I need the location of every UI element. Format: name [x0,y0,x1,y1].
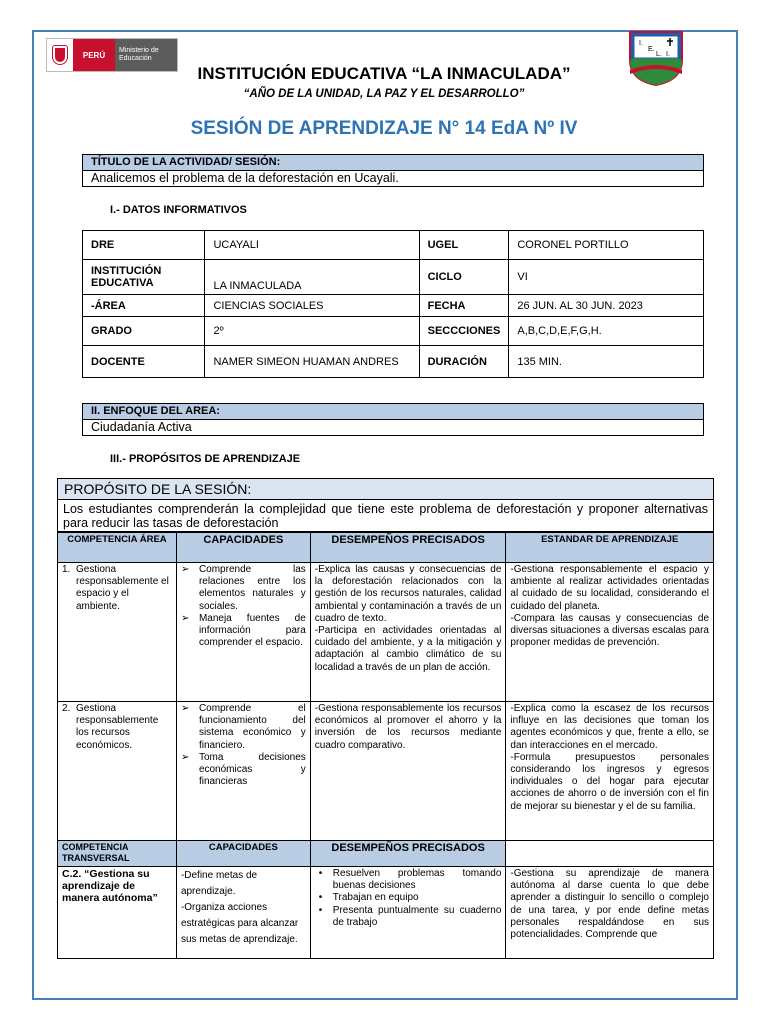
datos-label: DRE [83,231,205,260]
capacidades-cell [176,867,310,959]
col-header-estandar: ESTANDAR DE APRENDIZAJE [506,533,714,563]
desempeno-item: • Trabajan en equipo [315,892,502,904]
propositos-block [57,478,714,959]
proposito-text: Los estudiantes comprenderán la complejidad que tiene este problema de deforestación y proponer alternativas para reducir las tasas de deforestación [57,500,714,532]
capacidad-item: ➢ Comprende las relaciones entre los elementos naturales y sociales. [181,564,306,613]
competencia-text: Gestiona responsablemente los recursos económicos. [76,703,159,751]
desempenos-cell [310,867,506,959]
desempeno-item: • Resuelven problemas tomando buenas decisiones [315,868,502,892]
row-number: 2. [62,703,71,714]
capacidades-cell [176,563,310,702]
transversal-competencia: C.2. “Gestiona su aprendizaje de manera autónoma” [58,867,177,959]
institution-title: INSTITUCIÓN EDUCATIVA “LA INMACULADA” [197,64,571,83]
datos-value: 135 MIN. [509,346,704,378]
datos-label: -ÁREA [83,295,205,317]
datos-row [83,231,704,260]
desempeno-item: -Explica las causas y consecuencias de la deforestación relacionados con la gestión de los recursos naturales, calidad ambiental y contaminación a través de un cuadro de texto. [314,564,502,624]
competencia-text: Gestiona responsablemente el espacio y el ambiente. [76,564,169,612]
session-title: SESIÓN DE APRENDIZAJE N° 14 EdA Nº IV [190,118,578,139]
activity-title-block [82,154,704,187]
crest-letter-1: I. [639,40,643,47]
datos-label: UGEL [419,231,509,260]
datos-section-label: I.- DATOS INFORMATIVOS [110,204,247,216]
desempenos-cell [310,563,506,702]
transversal-header-row [58,841,714,867]
datos-row [83,295,704,317]
col-header-desempenos-transversal: DESEMPEÑOS PRECISADOS [310,841,506,867]
row-number: 1. [62,564,71,575]
capacidad-item: ➢ Comprende el funcionamiento del sistema económico y financiero. [181,703,306,752]
estandar-cell: -Gestiona su aprendizaje de manera autónoma al darse cuenta lo que debe aprender a distinguir lo sencillo o complejo de una tarea, y por ende define metas personales respaldándose en sus potencialidades. Comprende que [506,867,714,959]
activity-value: Analicemos el problema de la deforestación en Ucayali. [82,171,704,187]
datos-value: CIENCIAS SOCIALES [205,295,419,317]
propositos-table [57,532,714,959]
datos-value: 2º [205,317,419,346]
estandar-item: -Formula presupuestos personales considerando los ingresos y egresos individuales o del hogar para ejecutar acciones de ahorro o de inversión con el fin de mejorar su bienestar y el de su familia. [510,751,709,812]
col-header-capacidades-transversal: CAPACIDADES [176,841,310,867]
datos-value: 26 JUN. AL 30 JUN. 2023 [509,295,704,317]
minedu-peru-label: PERÚ [73,39,115,71]
col-header-empty [506,841,714,867]
estandar-cell [506,563,714,702]
datos-label: DURACIÓN [419,346,509,378]
datos-value: UCAYALI [205,231,419,260]
datos-label: DOCENTE [83,346,205,378]
enfoque-value: Ciudadanía Activa [82,420,704,436]
year-motto: “AÑO DE LA UNIDAD, LA PAZ Y EL DESARROLLO” [243,88,525,100]
capacidad-item: -Define metas de aprendizaje. [180,870,258,897]
datos-label: INSTITUCIÓN EDUCATIVA [83,260,205,295]
datos-label: FECHA [419,295,509,317]
activity-label: TÍTULO DE LA ACTIVIDAD/ SESIÓN: [82,154,704,171]
datos-row [83,317,704,346]
datos-table [82,230,704,378]
datos-value: NAMER SIMEON HUAMAN ANDRES [205,346,419,378]
desempenos-cell [310,702,506,841]
table-row [58,867,714,959]
capacidad-item: ➢ Toma decisiones económicas y financieras [181,752,306,789]
crest-letter-2: E. [648,46,655,53]
col-header-capacidades: CAPACIDADES [176,533,310,563]
proposito-heading: PROPÓSITO DE LA SESIÓN: [57,478,714,500]
competencia-cell [58,702,177,841]
desempeno-item: -Participa en actividades orientadas al cuidado del ambiente, y a la mitigación y adaptación al cambio climático de su localidad a través de un plan de acción. [314,625,502,673]
enfoque-label: II. ENFOQUE DEL AREA: [82,403,704,420]
estandar-item: -Compara las causas y consecuencias de diversas situaciones a diversas escalas para proponer medidas de prevención. [510,612,709,649]
propositos-section-label: III.- PROPÓSITOS DE APRENDIZAJE [110,453,301,465]
desempeno-item: • Presenta puntualmente su cuaderno de trabajo [315,905,502,929]
capacidades-cell [176,702,310,841]
datos-value: VI [509,260,704,295]
datos-row [83,346,704,378]
desempeno-item: -Gestiona responsablemente los recursos económicos al promover el ahorro y la inversión de los recursos mediante cuadro comparativo. [314,703,502,751]
estandar-item: -Explica como la escasez de los recursos influye en las decisiones que toman los agentes económicos y que, frente a ello, se dan interacciones en el mercado. [510,703,709,751]
crest-letter-3: L. [656,51,662,58]
capacidad-item: -Organiza acciones estratégicas para alcanzar sus metas de aprendizaje. [180,902,299,945]
datos-label: GRADO [83,317,205,346]
datos-label: SECCCIONES [419,317,509,346]
datos-value: A,B,C,D,E,F,G,H. [509,317,704,346]
crest-letter-4: I. [666,51,670,58]
datos-row [83,260,704,295]
estandar-cell [506,702,714,841]
enfoque-block [82,403,704,436]
col-header-competencia-transversal: COMPETENCIA TRANSVERSAL [58,841,177,867]
datos-label: CICLO [419,260,509,295]
datos-value: CORONEL PORTILLO [509,231,704,260]
minedu-name: Ministerio de Educación [115,39,177,71]
datos-value: LA INMACULADA [205,260,419,295]
table-header-row [58,533,714,563]
table-row [58,563,714,702]
table-row [58,702,714,841]
estandar-item: -Gestiona responsablemente el espacio y ambiente al realizar actividades orientadas al cuidado de su localidad, considerando el cuidado del planeta. [510,564,709,612]
col-header-competencia: COMPETENCIA ÁREA [58,533,177,563]
col-header-desempenos: DESEMPEÑOS PRECISADOS [310,533,506,563]
competencia-cell [58,563,177,702]
capacidad-item: ➢ Maneja fuentes de información para comprender el espacio. [181,613,306,650]
